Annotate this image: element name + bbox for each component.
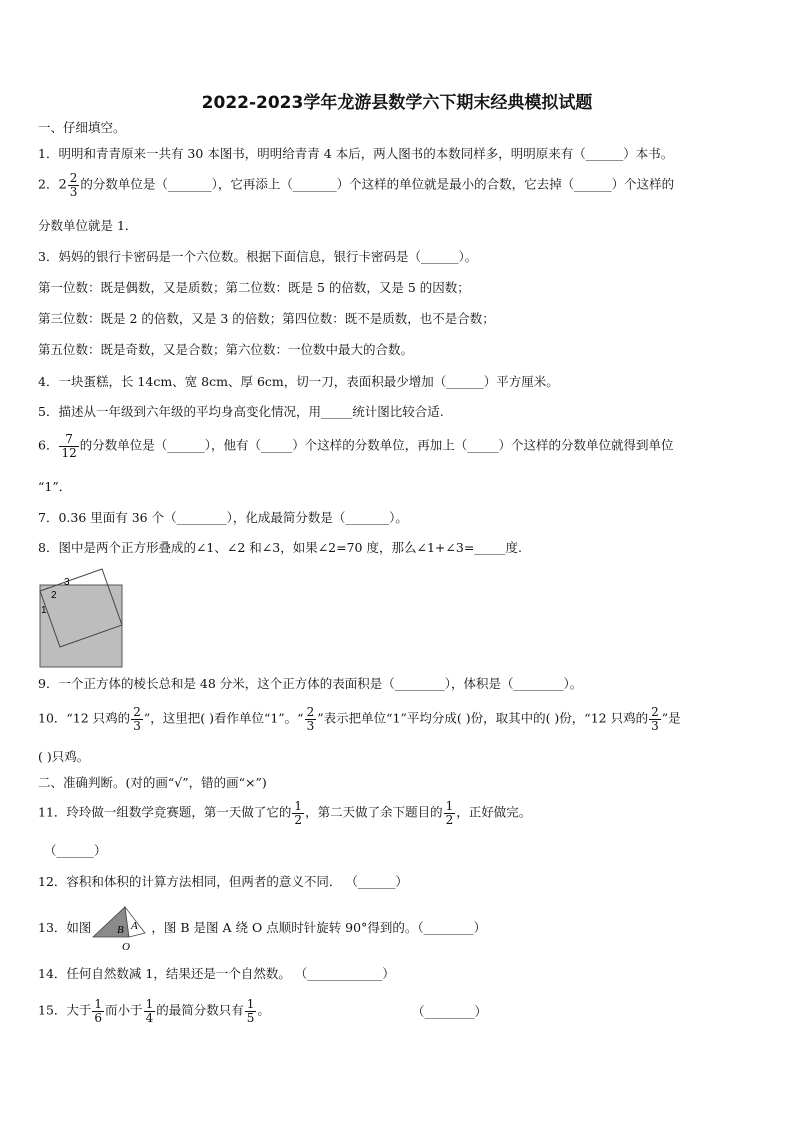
question-2-continued: 分数单位就是 1． — [38, 218, 138, 233]
q6-frac-num: 7 — [59, 433, 78, 447]
q15-f1-den: 6 — [94, 1010, 103, 1025]
question-3-clue-1: 第一位数：既是偶数，又是质数；第二位数：既是 5 的倍数，又是 5 的因数； — [38, 280, 470, 295]
q15-text-b: 而小于 — [105, 1002, 143, 1018]
question-7: 7．0.36 里面有 36 个（________），化成最简分数是（_______）。 — [38, 510, 408, 525]
q10-fraction-2 — [305, 706, 317, 732]
q11-text-a: 11．玲玲做一组数学竞赛题，第一天做了它的 — [38, 804, 292, 820]
q10-text-d: ”是 — [661, 710, 681, 726]
q10-fraction-1 — [131, 706, 143, 732]
question-3-clue-2: 第三位数：既是 2 的倍数，又是 3 的倍数；第四位数：既不是质数，也不是合数； — [38, 311, 495, 326]
question-15 — [38, 998, 270, 1024]
q6-number: 6． — [38, 437, 59, 453]
q10-f3-num: 2 — [651, 705, 659, 719]
angle-label-3: 3 — [64, 577, 70, 588]
q15-text-a: 15．大于 — [38, 1002, 92, 1018]
q10-f1-den: 3 — [133, 718, 141, 733]
q2-number: 2． — [38, 176, 59, 192]
q2-frac-den: 3 — [69, 184, 78, 199]
q6-text: 的分数单位是（______），他有（_____）个这样的分数单位，再加上（_____）个这样的分数单位就得到单位 — [79, 437, 674, 453]
q13-text-a: 13．如图 — [38, 920, 92, 935]
q2-fraction — [68, 172, 80, 198]
q11-text-b: ，第二天做了余下题目的 — [305, 804, 443, 820]
question-15-answer-blank: （________） — [412, 1004, 488, 1019]
q10-f2-den: 3 — [306, 718, 315, 733]
rotation-figure — [91, 903, 151, 953]
q15-text-c: 的最简分数只有 — [156, 1002, 244, 1018]
q15-fraction-1 — [92, 998, 104, 1024]
q11-text-c: ，正好做完。 — [456, 804, 532, 820]
question-14: 14．任何自然数减 1，结果还是一个自然数。 （____________） — [38, 966, 395, 981]
q15-fraction-2 — [144, 998, 156, 1024]
question-3: 3．妈妈的银行卡密码是一个六位数。根据下面信息，银行卡密码是（______）。 — [38, 249, 478, 264]
q10-text-c: ”表示把单位“1”平均分成( )份，取其中的( )份，“12 只鸡的 — [317, 710, 649, 726]
question-6 — [38, 433, 674, 459]
q2-text: 的分数单位是（_______），它再添上（_______）个这样的单位就是最小的合数，它去掉（______）个这样的 — [80, 176, 675, 192]
q11-f2-den: 2 — [445, 812, 454, 827]
q11-f1-num: 1 — [294, 799, 303, 813]
question-13 — [38, 919, 487, 953]
q15-f2-num: 1 — [145, 997, 154, 1011]
q15-text-d: 。 — [257, 1002, 270, 1018]
question-2 — [38, 172, 674, 198]
q11-fraction-1 — [292, 800, 304, 826]
q10-text-b: ”，这里把( )看作单位“1”。“ — [143, 710, 304, 726]
q10-fraction-3 — [649, 706, 661, 732]
question-3-clue-3: 第五位数：既是奇数，又是合数；第六位数：一位数中最大的合数。 — [38, 342, 414, 357]
angle-label-2: 2 — [51, 590, 57, 601]
question-11 — [38, 800, 531, 826]
question-4: 4．一块蛋糕，长 14cm、宽 8cm、厚 6cm，切一刀，表面积最少增加（______）平方厘米。 — [38, 374, 559, 389]
q2-frac-num: 2 — [69, 171, 78, 185]
q10-text-a: 10．“12 只鸡的 — [38, 710, 131, 726]
question-12: 12．容积和体积的计算方法相同，但两者的意义不同． （______） — [38, 874, 408, 889]
q15-f3-num: 1 — [246, 997, 255, 1011]
q13-text-b: ，图 B 是图 A 绕 O 点顺时针旋转 90°得到的。（________） — [151, 920, 487, 935]
q10-f1-num: 2 — [133, 705, 141, 719]
page-title: 2022-2023学年龙游县数学六下期末经典模拟试题 — [201, 93, 593, 113]
section-1-heading: 一、仔细填空。 — [38, 120, 126, 135]
angle-label-1: 1 — [41, 605, 47, 616]
q11-fraction-2 — [444, 800, 456, 826]
q15-f2-den: 4 — [145, 1010, 154, 1025]
q11-f1-den: 2 — [294, 812, 303, 827]
q6-fraction — [59, 433, 78, 459]
label-a: A — [131, 919, 139, 932]
label-b: B — [117, 923, 125, 936]
q11-f2-num: 1 — [445, 799, 454, 813]
q15-f3-den: 5 — [246, 1010, 255, 1025]
question-11-answer-blank: （______） — [44, 843, 107, 858]
q2-whole: 2 — [58, 177, 67, 193]
q10-f2-num: 2 — [306, 705, 315, 719]
q6-frac-den: 12 — [61, 445, 77, 460]
q15-f1-num: 1 — [94, 997, 103, 1011]
question-5: 5．描述从一年级到六年级的平均身高变化情况，用_____统计图比较合适. — [38, 404, 444, 419]
question-6-continued: “1”． — [38, 479, 72, 494]
question-10 — [38, 706, 681, 732]
label-o: O — [122, 940, 131, 953]
question-1: 1．明明和青青原来一共有 30 本图书，明明给青青 4 本后，两人图书的本数同样多，明明原来有（______）本书。 — [38, 146, 674, 161]
q10-f3-den: 3 — [651, 718, 659, 733]
question-9: 9．一个正方体的棱长总和是 48 分米，这个正方体的表面积是（________），体积是（________）。 — [38, 676, 583, 691]
question-10-continued: ( )只鸡。 — [38, 749, 90, 764]
q15-fraction-3 — [245, 998, 257, 1024]
overlapping-squares-figure — [38, 563, 128, 669]
section-2-heading: 二、准确判断。(对的画“√”，错的画“×”) — [38, 775, 267, 790]
question-8: 8．图中是两个正方形叠成的∠1、∠2 和∠3，如果∠2=70 度，那么∠1+∠3=_____度. — [38, 540, 523, 555]
